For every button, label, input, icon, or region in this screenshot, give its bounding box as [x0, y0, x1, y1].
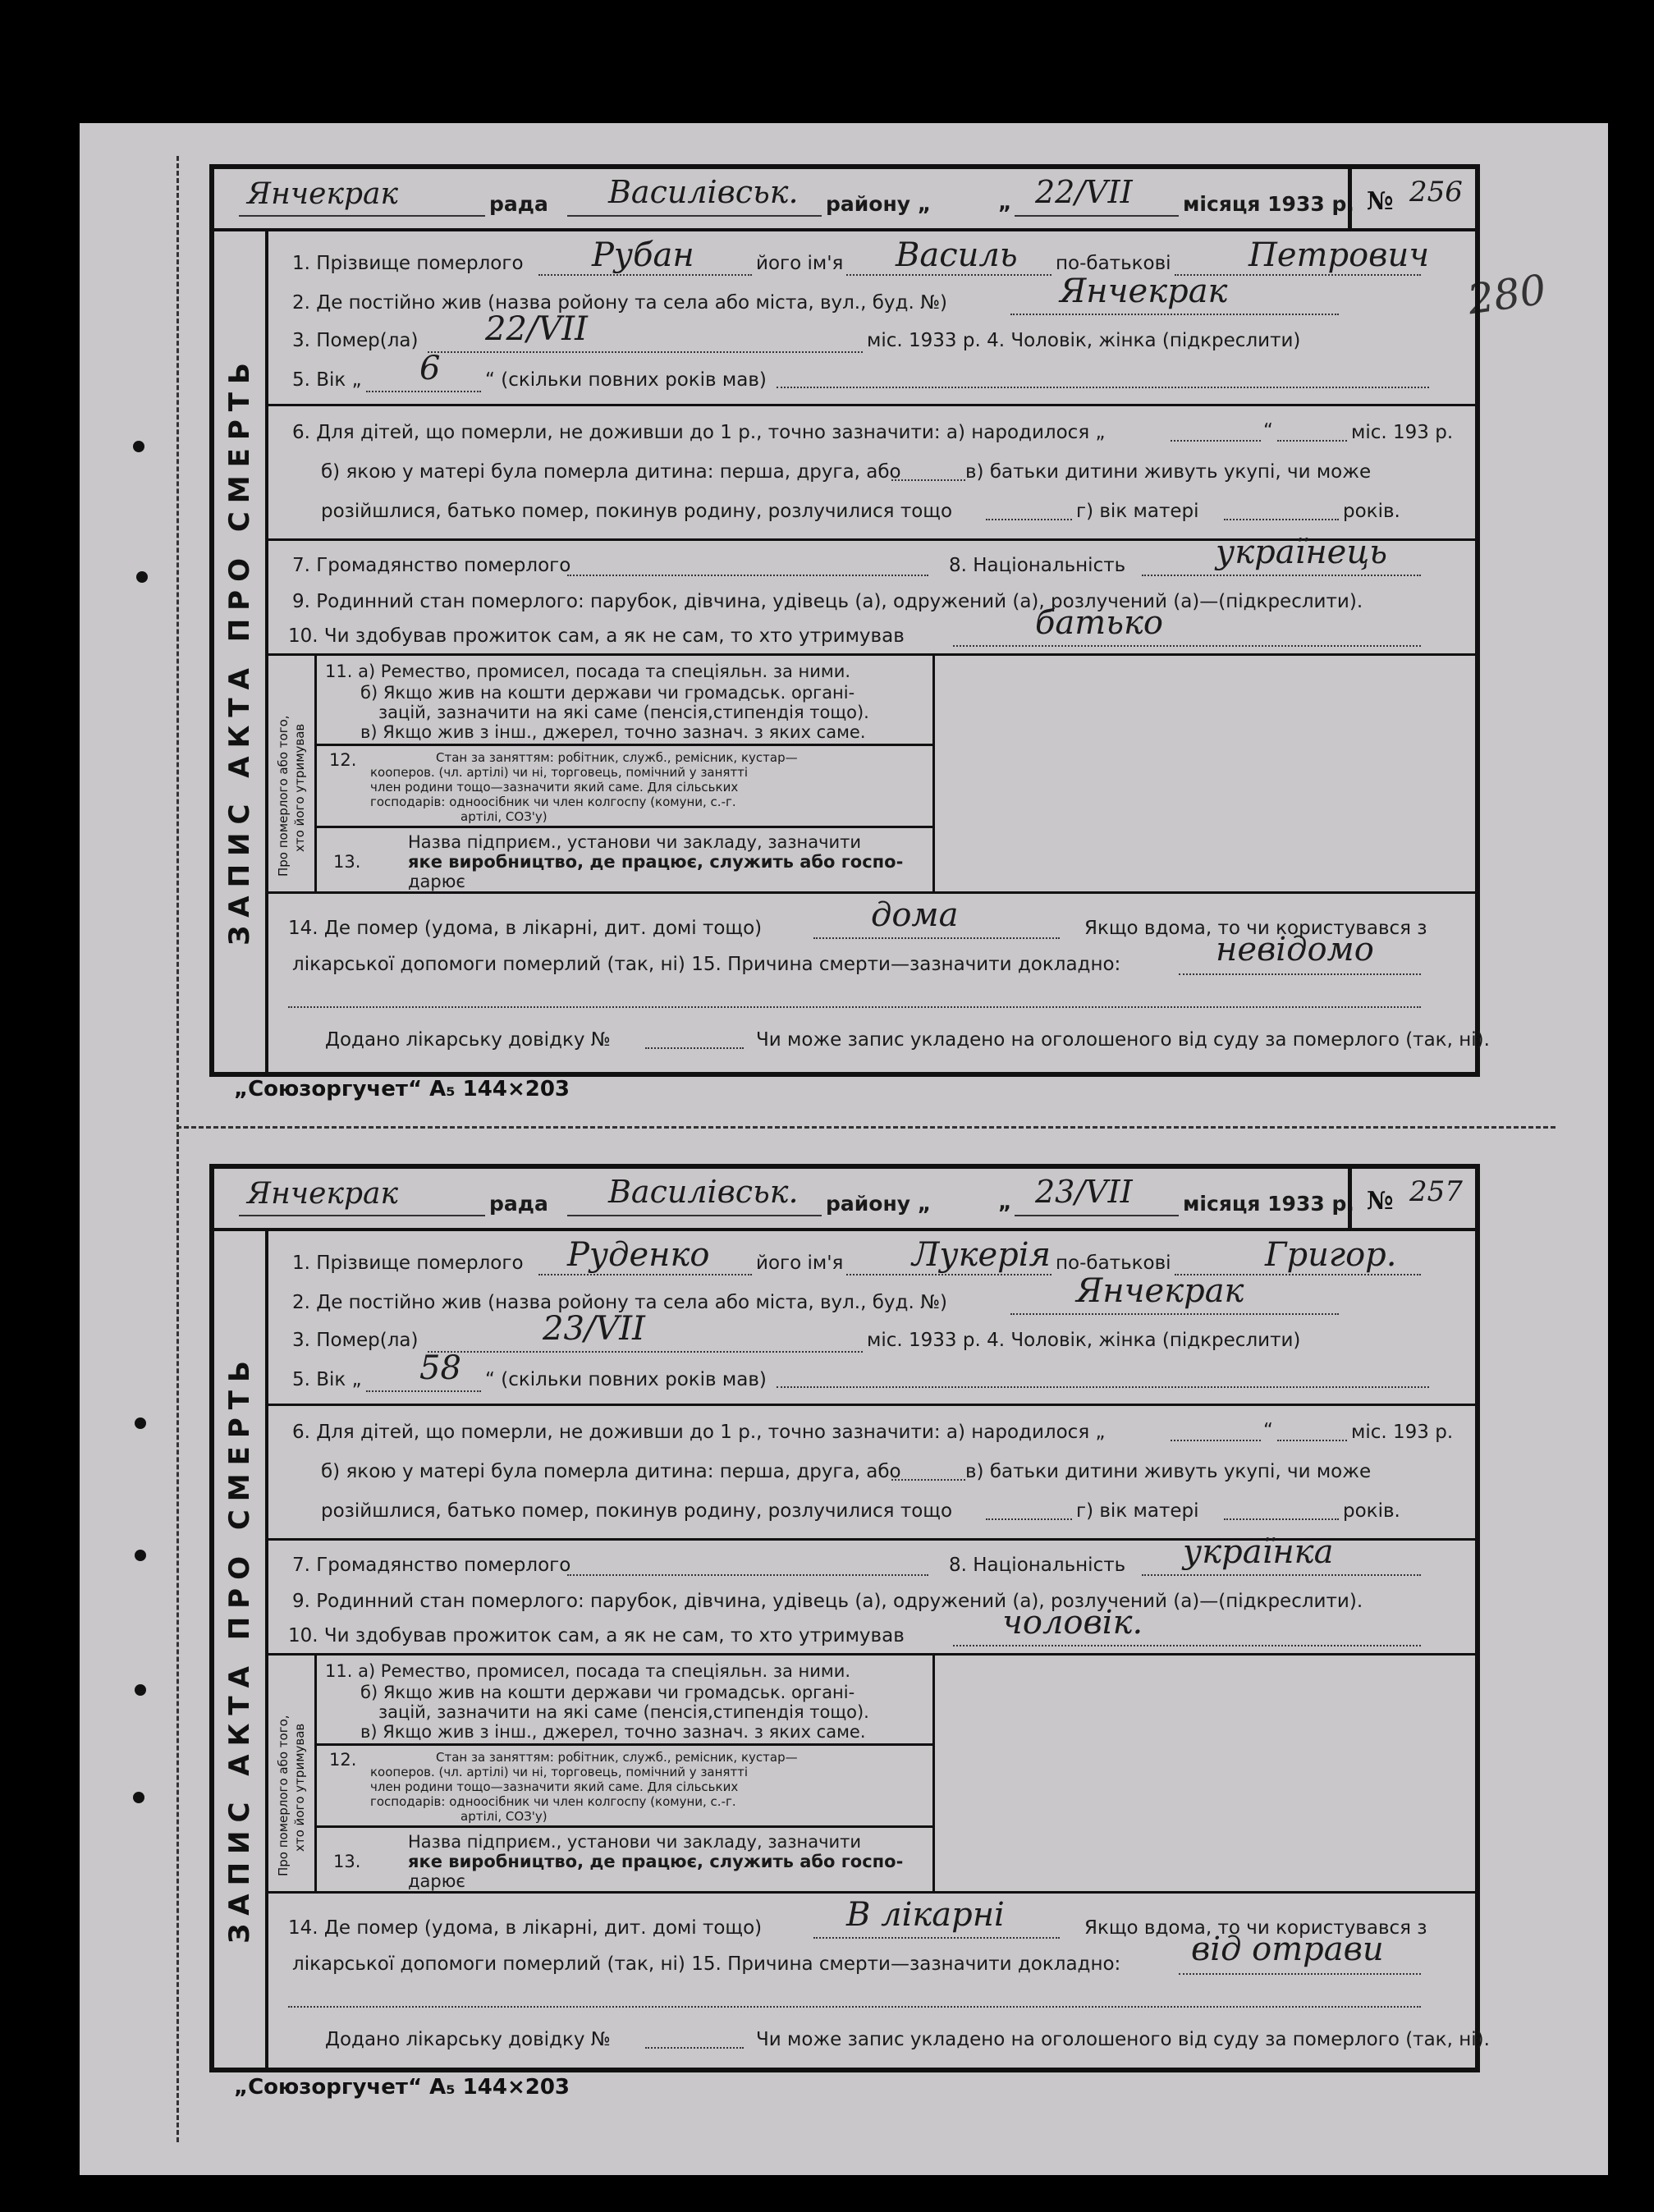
date-handwritten: 22/VII — [1035, 174, 1133, 210]
rayon-handwritten: Василівськ. — [608, 1174, 799, 1210]
patronymic-handwritten: Григор. — [1265, 1236, 1397, 1274]
card-header: Янчекрак рада Василівськ. району „ „ 23/VII місяця 1933 р. № 257 — [214, 1169, 1475, 1231]
footer-imprint-2: „Союзоргучет“ А₅ 144×203 — [234, 2075, 570, 2100]
residence-handwritten: Янчекрак — [1060, 272, 1228, 310]
record-number: 256 — [1409, 176, 1463, 208]
where-died-handwritten: дома — [871, 896, 959, 934]
supported-by-handwritten: батько — [1035, 604, 1163, 642]
rayon-handwritten: Василівськ. — [608, 174, 799, 210]
supported-by-handwritten: чоловік. — [1002, 1604, 1143, 1642]
name-handwritten: Василь — [896, 236, 1018, 274]
age-handwritten: 6 — [419, 350, 441, 387]
nationality-handwritten: українка — [1183, 1533, 1334, 1571]
name-handwritten: Лукерія — [912, 1236, 1052, 1274]
died-date-handwritten: 23/VII — [543, 1310, 645, 1348]
nationality-handwritten: українець — [1216, 534, 1388, 571]
perforation-vertical — [176, 156, 179, 2142]
punch-hole — [136, 571, 148, 583]
age-handwritten: 58 — [419, 1349, 461, 1387]
margin-note: 280 — [1464, 265, 1550, 324]
surname-handwritten: Рубан — [592, 236, 694, 274]
rada-handwritten: Янчекрак — [247, 177, 398, 211]
date-handwritten: 23/VII — [1035, 1174, 1133, 1210]
record-number-box: № 256 — [1348, 169, 1475, 228]
side-title-column — [214, 1228, 268, 2068]
rada-handwritten: Янчекрак — [247, 1177, 398, 1211]
record-number-box: № 257 — [1348, 1169, 1475, 1228]
rada-label: рада — [489, 192, 548, 216]
record-number: 257 — [1409, 1175, 1463, 1208]
rayon-label: району „ — [826, 1192, 932, 1216]
rayon-label: району „ — [826, 192, 932, 216]
patronymic-handwritten: Петрович — [1249, 236, 1430, 274]
cause-handwritten: невідомо — [1216, 931, 1374, 969]
punch-hole — [133, 1792, 144, 1803]
rada-label: рада — [489, 1192, 548, 1216]
punch-hole — [135, 1684, 146, 1696]
surname-handwritten: Руденко — [567, 1236, 710, 1274]
where-died-handwritten: В лікарні — [846, 1896, 1005, 1934]
month-year-label: місяця 1933 р. — [1183, 1192, 1354, 1216]
died-date-handwritten: 22/VII — [485, 310, 588, 348]
residence-handwritten: Янчекрак — [1076, 1272, 1244, 1310]
side-title: ЗАПИС АКТА ПРО СМЕРТЬ — [223, 1352, 256, 1944]
punch-hole — [135, 1550, 146, 1561]
death-record-card-2: Янчекрак рада Василівськ. району „ „ 23/VII місяця 1933 р. № 257 ЗАПИС АКТА ПРО СМЕРТЬ 1. Прізвище померлого Руденко його ім'я Лукерія по-батькові Григор. 2. Де постійно жив (назва ройону та села або міста, вул., буд. №) Янчекрак 3. Помер(ла) 23/VII міс. 1933 р. 4. Чоловік, жінка (підкреслити) 5. Вік „ 58 “ (скільки повних років мав) 6. Для дітей, що померли, не доживши до 1 р., точно зазначити: а) народилося „ “ міс. 193 р. б) якою у матері була померла дитина: перша, друга, або в) батьки дитини живуть укупі, чи може розійшлися, батько помер, покинув родину, розлучилися тощо г) вік матері років. 7. Громадянство померлого 8. Національність українка 9. Родинний стан померлого: парубок, дівчина, удівець (а), одружений (а), розлучений (а)—(підкреслити). 10. Чи здобував прожиток сам, а як не сам, то хто утримував чоловік. Про померлого або того, хто його утримував 11. а) Ремество, промисел, посада та спеціяльн. за ними. б) Якщо жив на кошти держави чи громадськ. органі- зацій, зазначити на які саме (пенсія,стипендія тощо). в) Якщо жив з інш., джерел, точно зазнач. з яких саме. 12. Стан за заняттям: робітник, служб., ремісник, кустар— кооперов. (чл. артілі) чи ні, торговець, помічний у занятті член родини тощо—зазначити який саме. Для сільських господарів: одноосібник чи член колгоспу (комуни, с.-г. артілі, СОЗ'у) 13. Назва підприєм., установи чи закладу, зазначити яке виробництво, де працює, служить або госпо- дарює 14. Де помер (удома, в лікарні, дит. домі тощо) В лікарні Якщо вдома, то чи користувався з лікарської допомоги померлий (так, ні) 15. Причина смерти—зазначити докладно: від отрави Додано лікарську довідку № Чи може запис укладено на оголошеного від суду за померлого (так, ні). — [209, 1164, 1480, 2072]
footer-imprint-1: „Союзоргучет“ А₅ 144×203 — [234, 1077, 570, 1101]
punch-hole — [133, 441, 144, 452]
perforation-horizontal — [176, 1126, 1555, 1129]
punch-hole — [135, 1417, 146, 1429]
death-record-card-1: Янчекрак рада Василівськ. району „ „ 22/VII місяця 1933 р. № 256 ЗАПИС АКТА ПРО СМЕРТЬ 1. Прізвище померлого Рубан його ім'я Василь по-батькові Петрович 2. Де постійно жив (назва ройону та села або міста, вул., буд. №) Янчекрак 3. Помер(ла) 22/VII міс. 1933 р. 4. Чоловік, жінка (підкреслити) 5. Вік „ 6 “ (скільки повних років мав) 6. Для дітей, що померли, не доживши до 1 р., точно зазначити: а) народилося „ “ міс. 193 р. б) якою у матері була померла дитина: перша, друга, або в) батьки дитини живуть укупі, чи може розійшлися, батько помер, покинув родину, розлучилися тощо г) вік матері років. 7. Громадянство померлого 8. Національність українець 9. Родинний стан померлого: парубок, дівчина, удівець (а), одружений (а), розлучений (а)—(підкреслити). 10. Чи здобував прожиток сам, а як не сам, то хто утримував батько Про померлого або того, хто його утримував 11. а) Ремество, промисел, посада та спеціяльн. за ними. б) Якщо жив на кошти держави чи громадськ. органі- зацій, зазначити на які саме (пенсія,стипендія тощо). в) Якщо жив з інш., джерел, точно зазнач. з яких саме. 12. Стан за заняттям: робітник, служб., ремісник, кустар— кооперов. (чл. артілі) чи ні, торговець, помічний у занятті член родини тощо—зазначити який саме. Для сільських господарів: одноосібник чи член колгоспу (комуни, с.-г. артілі, СОЗ'у) 13. Назва підприєм., установи чи закладу, зазначити яке виробництво, де працює, служить або госпо- дарює 14. Де помер (удома, в лікарні, дит. домі тощо) дома Якщо вдома, то чи користувався з лікарської допомоги померлий (так, ні) 15. Причина смерти—зазначити докладно: невідомо Додано лікарську довідку № Чи може запис укладено на оголошеного від суду за померлого (так, ні). — [209, 164, 1480, 1077]
side-title-column — [214, 228, 268, 1072]
card-header: Янчекрак рада Василівськ. району „ „ 22/VII місяця 1933 р. № 256 — [214, 169, 1475, 231]
cause-handwritten: від отрави — [1191, 1930, 1384, 1968]
month-year-label: місяця 1933 р. — [1183, 192, 1354, 216]
side-title: ЗАПИС АКТА ПРО СМЕРТЬ — [223, 355, 256, 946]
